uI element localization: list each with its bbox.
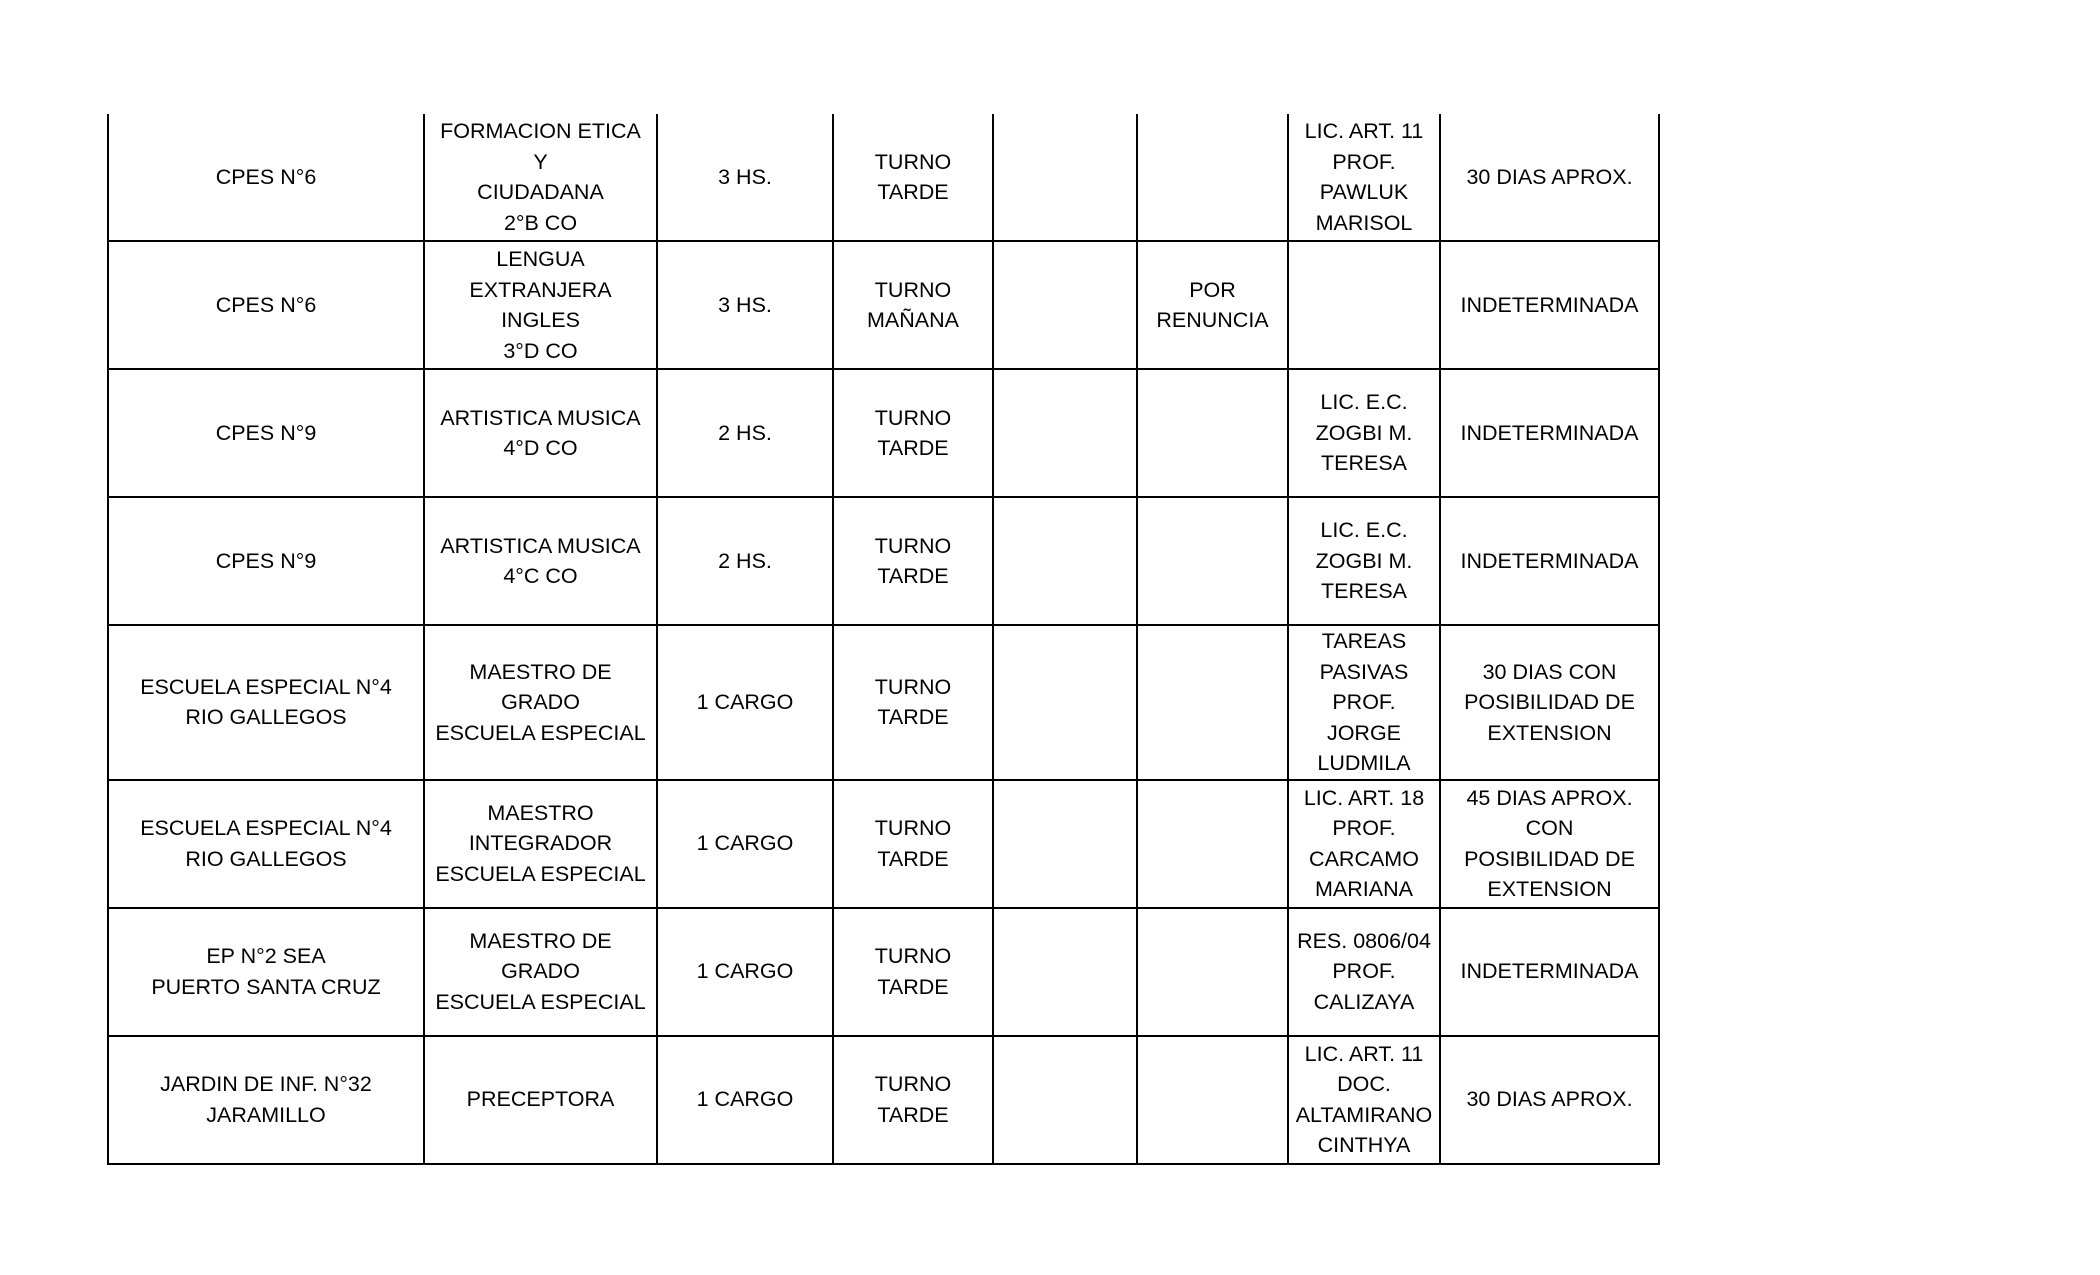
cell-duracion: INDETERMINADA: [1440, 908, 1659, 1036]
cell-motivo: [1137, 908, 1288, 1036]
cell-col5: [993, 1036, 1137, 1164]
cell-carga: 2 HS.: [657, 497, 833, 625]
cell-motivo: [1137, 497, 1288, 625]
table-row: [108, 908, 1659, 1036]
table-row: [108, 625, 1659, 780]
cell-turno: TURNO TARDE: [833, 625, 993, 780]
cell-carga: 3 HS.: [657, 241, 833, 369]
cell-duracion: INDETERMINADA: [1440, 241, 1659, 369]
cell-asignatura: LENGUA EXTRANJERA INGLES 3°D CO: [424, 241, 657, 369]
table-row: [108, 114, 1659, 241]
cell-escuela: EP N°2 SEA PUERTO SANTA CRUZ: [108, 908, 424, 1036]
cell-licencia: LIC. ART. 11 DOC. ALTAMIRANO CINTHYA: [1288, 1036, 1440, 1164]
cell-col5: [993, 908, 1137, 1036]
cell-licencia: RES. 0806/04 PROF. CALIZAYA: [1288, 908, 1440, 1036]
cell-col5: [993, 497, 1137, 625]
cell-turno: TURNO TARDE: [833, 1036, 993, 1164]
cell-carga: 1 CARGO: [657, 780, 833, 908]
cell-licencia: [1288, 241, 1440, 369]
cell-col5: [993, 625, 1137, 780]
cell-col5: [993, 369, 1137, 497]
cell-licencia: LIC. E.C. ZOGBI M. TERESA: [1288, 369, 1440, 497]
cell-motivo: [1137, 780, 1288, 908]
cell-turno: TURNO TARDE: [833, 114, 993, 241]
cell-col5: [993, 780, 1137, 908]
cell-motivo: POR RENUNCIA: [1137, 241, 1288, 369]
cell-motivo: [1137, 625, 1288, 780]
cell-asignatura: MAESTRO DE GRADO ESCUELA ESPECIAL: [424, 625, 657, 780]
cell-duracion: INDETERMINADA: [1440, 369, 1659, 497]
cell-licencia: LIC. E.C. ZOGBI M. TERESA: [1288, 497, 1440, 625]
cell-escuela: CPES N°6: [108, 241, 424, 369]
cell-duracion: 30 DIAS APROX.: [1440, 1036, 1659, 1164]
cell-escuela: ESCUELA ESPECIAL N°4 RIO GALLEGOS: [108, 625, 424, 780]
cell-escuela: JARDIN DE INF. N°32 JARAMILLO: [108, 1036, 424, 1164]
cell-carga: 1 CARGO: [657, 625, 833, 780]
cell-carga: 3 HS.: [657, 114, 833, 241]
cell-licencia: LIC. ART. 18 PROF. CARCAMO MARIANA: [1288, 780, 1440, 908]
cell-escuela: ESCUELA ESPECIAL N°4 RIO GALLEGOS: [108, 780, 424, 908]
cell-asignatura: MAESTRO DE GRADO ESCUELA ESPECIAL: [424, 908, 657, 1036]
table-row: [108, 1036, 1659, 1164]
cell-licencia: LIC. ART. 11 PROF. PAWLUK MARISOL: [1288, 114, 1440, 241]
cell-turno: TURNO TARDE: [833, 369, 993, 497]
cell-carga: 2 HS.: [657, 369, 833, 497]
cell-asignatura: ARTISTICA MUSICA 4°C CO: [424, 497, 657, 625]
vacancies-table: [107, 114, 1660, 1165]
cell-turno: TURNO TARDE: [833, 908, 993, 1036]
table-row: [108, 497, 1659, 625]
cell-escuela: CPES N°6: [108, 114, 424, 241]
cell-asignatura: PRECEPTORA: [424, 1036, 657, 1164]
cell-carga: 1 CARGO: [657, 908, 833, 1036]
table-row: [108, 241, 1659, 369]
cell-asignatura: FORMACION ETICA Y CIUDADANA 2°B CO: [424, 114, 657, 241]
cell-carga: 1 CARGO: [657, 1036, 833, 1164]
cell-duracion: INDETERMINADA: [1440, 497, 1659, 625]
cell-escuela: CPES N°9: [108, 497, 424, 625]
cell-turno: TURNO TARDE: [833, 780, 993, 908]
cell-duracion: 45 DIAS APROX. CON POSIBILIDAD DE EXTENSION: [1440, 780, 1659, 908]
cell-col5: [993, 241, 1137, 369]
cell-asignatura: MAESTRO INTEGRADOR ESCUELA ESPECIAL: [424, 780, 657, 908]
table-row: [108, 369, 1659, 497]
cell-asignatura: ARTISTICA MUSICA 4°D CO: [424, 369, 657, 497]
cell-turno: TURNO MAÑANA: [833, 241, 993, 369]
cell-escuela: CPES N°9: [108, 369, 424, 497]
cell-duracion: 30 DIAS APROX.: [1440, 114, 1659, 241]
table-row: [108, 780, 1659, 908]
cell-motivo: [1137, 1036, 1288, 1164]
cell-motivo: [1137, 114, 1288, 241]
cell-col5: [993, 114, 1137, 241]
cell-turno: TURNO TARDE: [833, 497, 993, 625]
cell-licencia: TAREAS PASIVAS PROF. JORGE LUDMILA: [1288, 625, 1440, 780]
cell-duracion: 30 DIAS CON POSIBILIDAD DE EXTENSION: [1440, 625, 1659, 780]
cell-motivo: [1137, 369, 1288, 497]
